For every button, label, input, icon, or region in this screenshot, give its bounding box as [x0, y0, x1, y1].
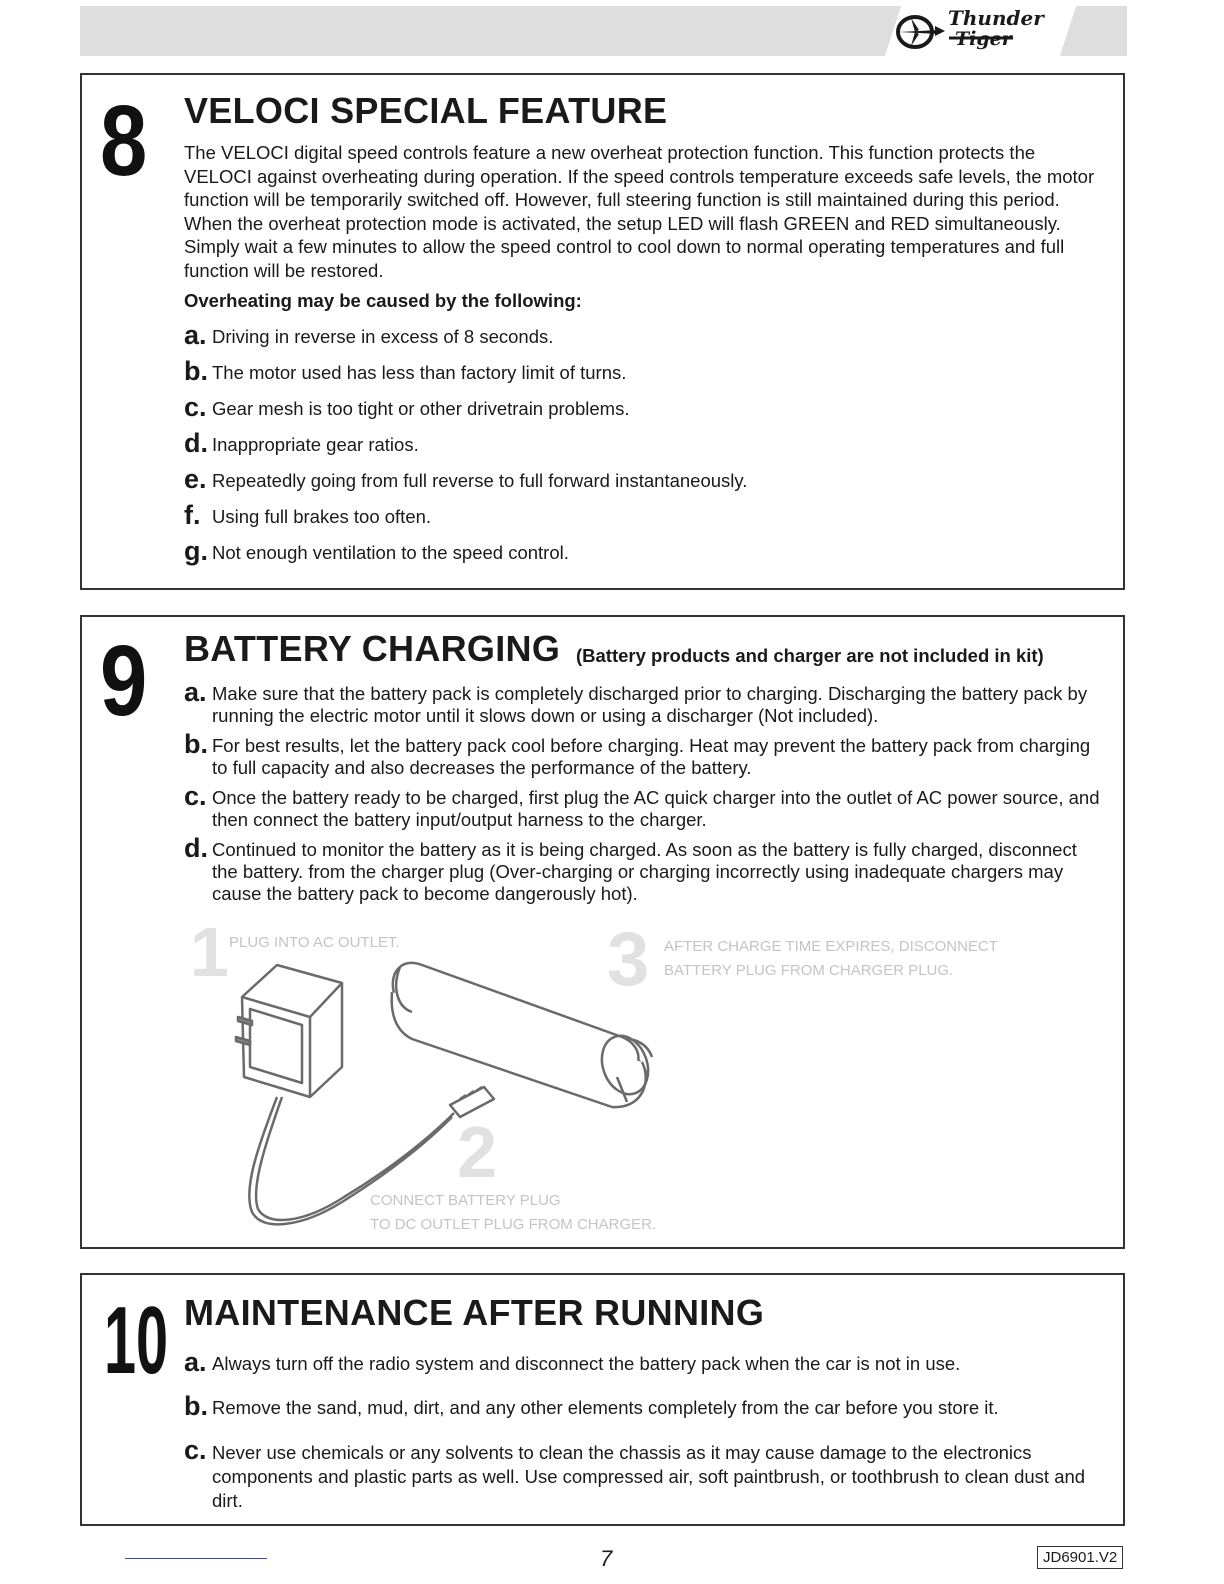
section-title: MAINTENANCE AFTER RUNNING: [184, 1292, 765, 1333]
document-code: JD6901.V2: [1037, 1546, 1123, 1569]
item-letter: d.: [184, 833, 208, 863]
step-2-number: 2: [457, 1113, 498, 1193]
list-item: [184, 392, 1104, 422]
item-text: Make sure that the battery pack is completely discharged prior to charging. Discharging the battery pack by running the electric motor until it slows down or using a discharger (Not included).: [212, 683, 1088, 726]
item-letter: a.: [184, 1347, 207, 1377]
footer-link-underline[interactable]: [125, 1558, 267, 1559]
item-text: Continued to monitor the battery as it is being charged. As soon as the battery is fully charged, disconnect the battery. from the charger plug (Over-charging or charging incorrectly using inadequate chargers may cause the battery pack to become dangerously hot).: [212, 839, 1077, 904]
item-letter: b.: [184, 356, 208, 386]
section-note: (Battery products and charger are not included in kit): [576, 645, 1044, 666]
list-item: [184, 428, 1104, 458]
section-number: 9: [100, 625, 148, 737]
item-letter: b.: [184, 729, 208, 759]
subheading: Overheating may be caused by the following:: [184, 290, 582, 311]
item-text: Using full brakes too often.: [212, 506, 432, 527]
item-text: Always turn off the radio system and disconnect the battery pack when the car is not in use.: [212, 1353, 961, 1374]
list-item: [184, 677, 1104, 727]
list-item: [184, 729, 1104, 779]
charger-battery-drawing: [222, 937, 662, 1237]
item-letter: a.: [184, 320, 207, 350]
list-item: [184, 320, 1104, 350]
charger-plug-icon: [450, 1087, 494, 1117]
list-item: [184, 833, 1104, 905]
step-2-line1: CONNECT BATTERY PLUG: [370, 1192, 561, 1209]
item-letter: b.: [184, 1391, 208, 1421]
step-1-text: PLUG INTO AC OUTLET.: [229, 934, 400, 951]
list-item: [184, 1391, 1104, 1421]
item-text: Inappropriate gear ratios.: [212, 434, 419, 455]
item-letter: e.: [184, 464, 207, 494]
item-text: Gear mesh is too tight or other drivetrain problems.: [212, 398, 630, 419]
item-letter: c.: [184, 1435, 207, 1465]
list-item: [184, 356, 1104, 386]
step-3-line2: BATTERY PLUG FROM CHARGER PLUG.: [664, 962, 954, 979]
item-text: The motor used has less than factory limit of turns.: [212, 362, 627, 383]
item-text: Not enough ventilation to the speed control.: [212, 542, 569, 563]
list-item: [184, 1347, 1104, 1377]
section-title: BATTERY CHARGING: [184, 628, 561, 669]
list-item: [184, 781, 1104, 831]
item-text: Never use chemicals or any solvents to clean the chassis as it may cause damage to the electronics components and plastic parts as well. Use compressed air, soft paintbrush, or toothbrush to clean dust and dirt.: [212, 1442, 1086, 1511]
list-item: [184, 464, 1104, 494]
page-number: 7: [600, 1546, 613, 1571]
list-item: [184, 500, 1104, 530]
step-2-line2: TO DC OUTLET PLUG FROM CHARGER.: [370, 1216, 657, 1233]
list-item: [184, 1435, 1104, 1513]
list-item: [184, 536, 1104, 566]
logo-text-line1: Thunder: [948, 6, 1044, 30]
section-title: VELOCI SPECIAL FEATURE: [184, 90, 668, 131]
item-letter: c.: [184, 781, 207, 811]
item-text: Remove the sand, mud, dirt, and any other elements completely from the car before you store it.: [212, 1397, 999, 1418]
item-letter: g.: [184, 536, 208, 566]
section-number: 8: [100, 85, 148, 197]
item-text: Once the battery ready to be charged, first plug the AC quick charger into the outlet of AC power source, and then connect the battery input/output harness to the charger.: [212, 787, 1100, 830]
step-3-line1: AFTER CHARGE TIME EXPIRES, DISCONNECT: [664, 938, 998, 955]
item-letter: a.: [184, 677, 207, 707]
ac-adapter-icon: [236, 965, 342, 1097]
item-text: Repeatedly going from full reverse to full forward instantaneously.: [212, 470, 748, 491]
section-number: 10: [104, 1287, 169, 1394]
section-9-box: [80, 615, 1125, 1249]
item-text: Driving in reverse in excess of 8 seconds.: [212, 326, 554, 347]
section-8-box: [80, 73, 1125, 590]
item-letter: c.: [184, 392, 207, 422]
step-1-number: 1: [190, 913, 229, 991]
item-text: For best results, let the battery pack cool before charging. Heat may prevent the battery pack from charging to full capacity and also decreases the performance of the battery.: [212, 735, 1091, 778]
step-3-number: 3: [607, 917, 650, 1002]
logo-text-line2: Tiger: [955, 28, 1012, 50]
battery-pack-icon: [392, 963, 656, 1107]
section-10-box: [80, 1273, 1125, 1526]
section-body: The VELOCI digital speed controls feature a new overheat protection function. This function protects the VELOCI against overheating during operation. If the speed controls temperature exceeds safe levels, the motor function will be temporarily switched off. However, full steering function is still maintained during this period. When the overheat protection mode is activated, the setup LED will flash GREEN and RED simultaneously. Simply wait a few minutes to allow the speed control to cool down to normal operating temperatures and full function will be restored.: [184, 142, 1095, 281]
item-letter: f.: [184, 500, 201, 530]
item-letter: d.: [184, 428, 208, 458]
